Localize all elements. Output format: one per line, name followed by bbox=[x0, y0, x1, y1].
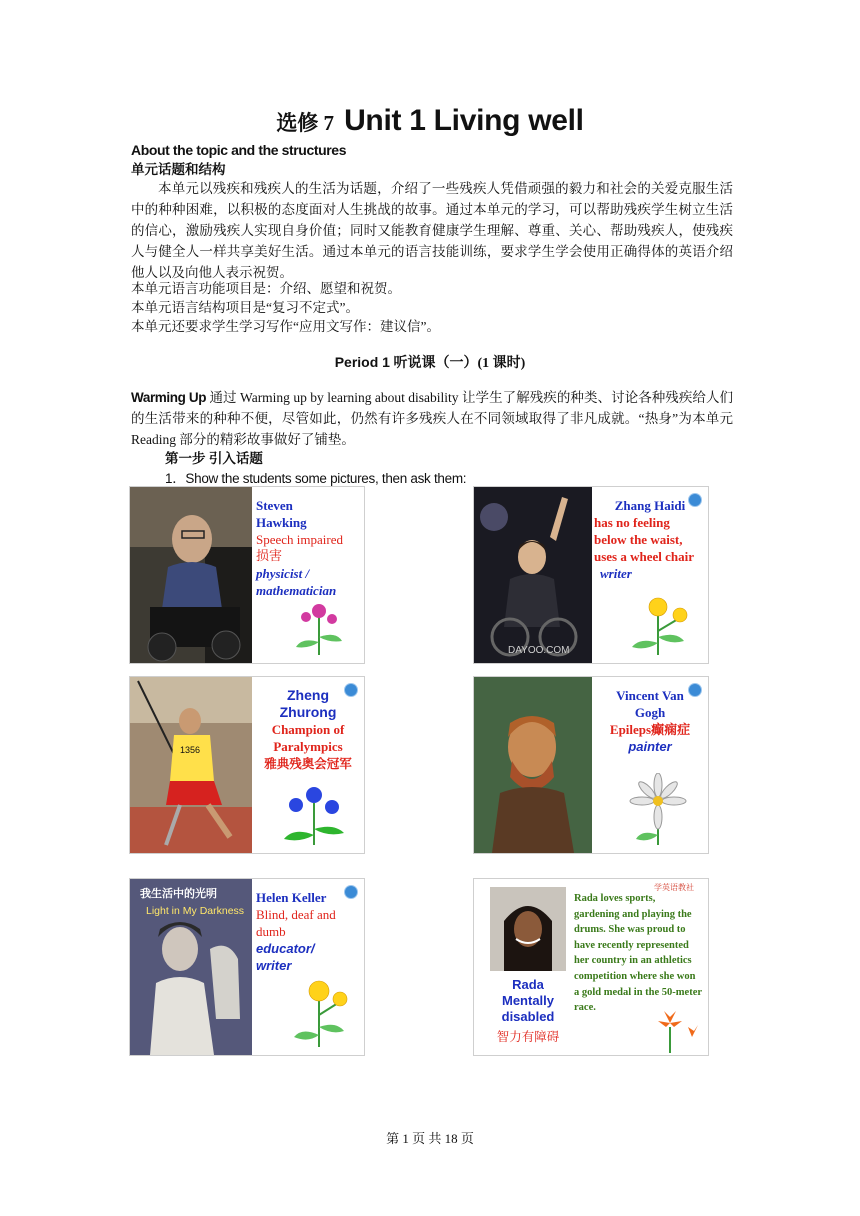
zheng-photo bbox=[130, 677, 252, 853]
zheng-name-2: Zhurong bbox=[279, 704, 337, 720]
vangogh-condition: Epileps癫痫症 bbox=[609, 722, 691, 737]
keller-photo bbox=[130, 879, 252, 1055]
rada-condition-1: Mentally bbox=[501, 993, 554, 1008]
bib-number: 1356 bbox=[180, 745, 201, 755]
slide-helen-keller bbox=[129, 878, 365, 1056]
zhang-line-2: below the waist, bbox=[594, 532, 683, 547]
zheng-line-3: 雅典残奥会冠军 bbox=[264, 756, 352, 771]
hawking-name-1: Steven bbox=[256, 498, 293, 513]
vangogh-photo bbox=[474, 677, 592, 853]
zhang-photo bbox=[474, 487, 592, 663]
rada-description: Rada loves sports, gardening and playing the drums. She was proud to have recently represented her country in an athletics competition where she won a gold medal in the 50-meter race. bbox=[574, 893, 702, 1014]
rada-photo bbox=[490, 887, 566, 971]
page-footer: 第 1 页 共 18 页 bbox=[386, 1131, 474, 1146]
hawking-photo bbox=[130, 487, 252, 663]
vangogh-job: painter bbox=[628, 739, 672, 754]
hawking-condition-cn: 损害 bbox=[256, 549, 283, 564]
zheng-line-2: Paralympics bbox=[273, 739, 343, 754]
period-text: 听说课（一）(1 课时) bbox=[393, 356, 526, 371]
keller-name: Helen Keller bbox=[256, 890, 327, 905]
slide-zheng-zhurong bbox=[129, 676, 365, 854]
instruction: 1．Show the students some pictures, then ask them: bbox=[165, 471, 467, 486]
item-writing: 本单元还要求学生学习写作“应用文写作：建议信”。 bbox=[131, 319, 440, 334]
period-label: Period 1 bbox=[334, 354, 390, 370]
intro-paragraph: 本单元以残疾和残疾人的生活为话题，介绍了一些残疾人凭借顽强的毅力和社会的关爱克服生活中的种种困难，以积极的态度面对人生挑战的故事。通过本单元的学习，可以帮助残疾学生树立生活的信心，激励残疾人实现自身价值；同时又能教育健康学生理解、尊重、关心、帮助残疾人，使残疾人与健全人一样共享美好生活。通过本单元的语言技能训练，要求学生学会使用正确得体的英语介绍他人以及向他人表示祝贺。 bbox=[131, 181, 733, 280]
rada-condition-2: disabled bbox=[501, 1009, 555, 1024]
keller-condition-2: dumb bbox=[256, 924, 286, 939]
slide-van-gogh bbox=[473, 676, 709, 854]
zhang-job: writer bbox=[600, 566, 632, 581]
book-title-en: Light in My Darkness bbox=[146, 905, 245, 917]
rada-name: Rada bbox=[512, 977, 544, 992]
zheng-line-1: Champion of bbox=[271, 722, 345, 737]
rada-logo-text: 学英语教社 bbox=[654, 883, 694, 892]
about-heading: About the topic and the structures bbox=[131, 142, 347, 158]
step1-heading: 第一步 引入话题 bbox=[165, 451, 263, 466]
logo-icon bbox=[688, 683, 702, 697]
hawking-condition: Speech impaired bbox=[256, 532, 343, 547]
page-title bbox=[0, 104, 860, 138]
watermark-text: DAYOO.COM bbox=[508, 645, 570, 656]
keller-condition-1: Blind, deaf and bbox=[256, 907, 336, 922]
flower-icon bbox=[284, 975, 354, 1047]
hawking-name-2: Hawking bbox=[256, 515, 307, 530]
period-heading bbox=[0, 352, 860, 372]
vangogh-name-2: Gogh bbox=[634, 705, 666, 720]
hawking-job-1: physicist / bbox=[256, 566, 310, 581]
keller-job-1: educator/ bbox=[256, 941, 315, 956]
flower-icon bbox=[618, 593, 698, 655]
lily-flower-icon bbox=[634, 1009, 706, 1053]
zhang-name: Zhang Haidi bbox=[614, 498, 686, 513]
zhang-line-1: has no feeling bbox=[594, 515, 670, 530]
slide-zhang-haidi bbox=[473, 486, 709, 664]
flower-icon bbox=[274, 783, 354, 845]
warming-paragraph bbox=[131, 387, 733, 450]
slide-rada bbox=[473, 878, 709, 1056]
hawking-job-2: mathematician bbox=[256, 583, 337, 598]
warming-text: 通过 Warming up by learning about disability 让学生了解残疾的种类、讨论各种残疾给人们的生活带来的种种不便，尽管如此，仍然有许多残疾人在不同领域取得了非凡成就。“热身”为本单元 Reading 部分的精彩故事做好了铺垫。 bbox=[131, 390, 734, 447]
item-function: 本单元语言功能项目是：介绍、愿望和祝贺。 bbox=[131, 281, 401, 296]
item-structure: 本单元语言结构项目是“复习不定式”。 bbox=[131, 300, 359, 315]
flower-icon bbox=[284, 597, 354, 655]
logo-icon bbox=[344, 683, 358, 697]
book-title-cn: 我生活中的光明 bbox=[140, 887, 217, 900]
zheng-name-1: Zheng bbox=[287, 687, 329, 703]
zhang-line-3: uses a wheel chair bbox=[594, 549, 695, 564]
slide-hawking bbox=[129, 486, 365, 664]
keller-job-2: writer bbox=[256, 958, 292, 973]
title-prefix: 选修 7 bbox=[276, 111, 335, 135]
logo-icon bbox=[344, 885, 358, 899]
rada-condition-cn: 智力有障碍 bbox=[496, 1029, 560, 1044]
vangogh-name-1: Vincent Van bbox=[616, 688, 684, 703]
section-heading: 单元话题和结构 bbox=[131, 162, 226, 177]
logo-icon bbox=[688, 493, 702, 507]
flower-icon bbox=[618, 773, 698, 845]
warming-label: Warming Up bbox=[131, 390, 207, 405]
title-main: Unit 1 Living well bbox=[344, 104, 584, 137]
